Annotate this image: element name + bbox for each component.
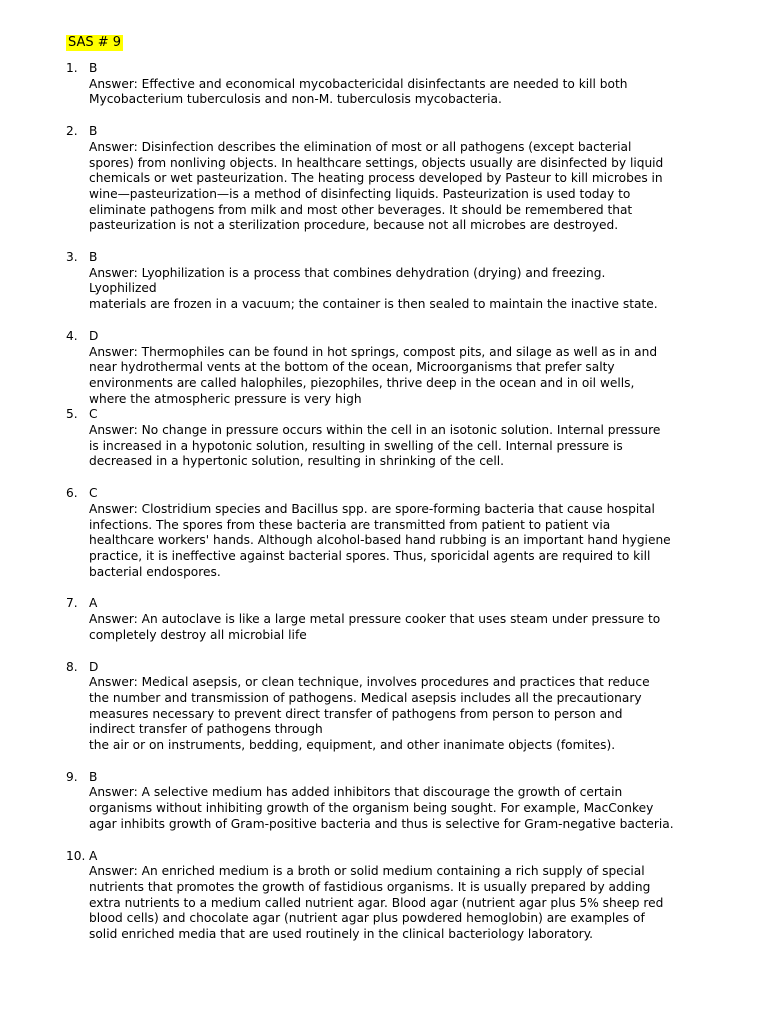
- question-item-9: [66, 770, 726, 833]
- question-number: 10.: [66, 848, 86, 863]
- answer-line: agar inhibits growth of Gram-positive bacteria and thus is selective for Gram-negative bacteria.: [89, 816, 674, 831]
- answer-line: organisms without inhibiting growth of the organism being sought. For example, MacConkey: [89, 801, 654, 816]
- answer-line: wine—pasteurization—is a method of disinfecting liquids. Pasteurization is used today to: [89, 186, 631, 201]
- answer-line: is increased in a hypotonic solution, resulting in swelling of the cell. Internal pressure is: [89, 438, 623, 453]
- question-number: 7.: [66, 596, 78, 611]
- answer-line: spores) from nonliving objects. In healthcare settings, objects usually are disinfected by liquid: [89, 155, 664, 170]
- answer-line: Answer: Thermophiles can be found in hot springs, compost pits, and silage as well as in and: [89, 344, 658, 359]
- answer-line: Answer: An enriched medium is a broth or solid medium containing a rich supply of special: [89, 864, 645, 879]
- answer-letter: C: [89, 407, 98, 422]
- answer-line: Answer: Medical asepsis, or clean technique, involves procedures and practices that reduce: [89, 675, 650, 690]
- answer-explanation: [66, 77, 726, 108]
- answer-line: Answer: Effective and economical mycobactericidal disinfectants are needed to kill both: [89, 76, 628, 91]
- answer-line: the air or on instruments, bedding, equipment, and other inanimate objects (fomites).: [89, 738, 616, 753]
- answer-line: Answer: A selective medium has added inhibitors that discourage the growth of certain: [89, 785, 623, 800]
- answer-line: environments are called halophiles, piezophiles, thrive deep in the ocean and in oil wells,: [89, 375, 635, 390]
- answer-line: extra nutrients to a medium called nutrient agar. Blood agar (nutrient agar plus 5% sheep red: [89, 895, 664, 910]
- answer-line: healthcare workers' hands. Although alcohol-based hand rubbing is an important hand hygiene: [89, 533, 671, 548]
- answer-explanation: [66, 266, 726, 313]
- question-number: 5.: [66, 407, 78, 422]
- answer-line: chemicals or wet pasteurization. The heating process developed by Pasteur to kill microbes in: [89, 171, 663, 186]
- question-number: 1.: [66, 61, 78, 75]
- answer-line: Mycobacterium tuberculosis and non-M. tuberculosis mycobacteria.: [89, 92, 502, 107]
- answer-explanation: [66, 864, 726, 943]
- answer-explanation: [66, 502, 726, 581]
- answer-line: bacterial endospores.: [89, 564, 221, 579]
- question-item-7: [66, 596, 726, 643]
- question-item-8: [66, 660, 726, 754]
- answer-explanation: [66, 140, 726, 234]
- question-item-1: [66, 61, 726, 108]
- answer-line: pasteurization is not a sterilization procedure, because not all microbes are destroyed.: [89, 218, 619, 233]
- answer-line: measures necessary to prevent direct transfer of pathogens from person to person and: [89, 706, 623, 721]
- question-item-10: [66, 849, 726, 943]
- answer-line: solid enriched media that are used routinely in the clinical bacteriology laboratory.: [89, 927, 594, 942]
- answer-letter: B: [89, 124, 98, 139]
- answer-line: materials are frozen in a vacuum; the container is then sealed to maintain the inactive state.: [89, 297, 658, 312]
- answer-line: where the atmospheric pressure is very high: [89, 391, 362, 406]
- answer-line: completely destroy all microbial life: [89, 627, 307, 642]
- question-item-4: [66, 329, 726, 408]
- answer-line: Answer: Clostridium species and Bacillus spp. are spore-forming bacteria that cause hospital: [89, 501, 655, 516]
- answer-explanation: [66, 785, 726, 832]
- answer-letter: B: [89, 250, 98, 265]
- answer-line: the number and transmission of pathogens. Medical asepsis includes all the precautionary: [89, 690, 642, 705]
- answer-line: Answer: No change in pressure occurs within the cell in an isotonic solution. Internal pressure: [89, 423, 661, 438]
- answer-letter: C: [89, 486, 98, 501]
- answer-explanation: [66, 423, 726, 470]
- answer-letter: A: [89, 848, 98, 863]
- question-number: 6.: [66, 486, 78, 501]
- answer-line: Answer: Lyophilization is a process that combines dehydration (drying) and freezing.: [89, 265, 606, 280]
- question-item-6: [66, 486, 726, 580]
- question-number: 4.: [66, 328, 78, 343]
- document-title: SAS # 9: [68, 35, 122, 50]
- question-number: 8.: [66, 659, 78, 674]
- answer-explanation: [66, 675, 726, 754]
- answer-list: [66, 61, 726, 943]
- answer-line: nutrients that promotes the growth of fastidious organisms. It is usually prepared by adding: [89, 879, 651, 894]
- answer-line: eliminate pathogens from milk and most other beverages. It should be remembered that: [89, 202, 633, 217]
- answer-line: decreased in a hypertonic solution, resulting in shrinking of the cell.: [89, 454, 505, 469]
- question-number: 3.: [66, 250, 78, 265]
- answer-line: blood cells) and chocolate agar (nutrient agar plus powdered hemoglobin) are examples of: [89, 911, 645, 926]
- answer-letter: A: [89, 596, 98, 611]
- question-item-3: [66, 250, 726, 313]
- answer-line: Answer: An autoclave is like a large metal pressure cooker that uses steam under pressure to: [89, 612, 661, 627]
- answer-letter: D: [89, 659, 99, 674]
- answer-explanation: [66, 345, 726, 408]
- answer-line: Lyophilized: [89, 281, 157, 296]
- answer-line: indirect transfer of pathogens through: [89, 722, 323, 737]
- answer-letter: B: [89, 769, 98, 784]
- answer-line: Answer: Disinfection describes the elimination of most or all pathogens (except bacterial: [89, 139, 632, 154]
- question-number: 2.: [66, 124, 78, 139]
- answer-letter: D: [89, 328, 99, 343]
- question-item-5: [66, 407, 726, 470]
- answer-explanation: [66, 612, 726, 643]
- answer-line: practice, it is ineffective against bacterial spores. Thus, sporicidal agents are required to kill: [89, 548, 651, 563]
- question-number: 9.: [66, 769, 78, 784]
- answer-letter: B: [89, 61, 98, 75]
- answer-line: infections. The spores from these bacteria are transmitted from patient to patient via: [89, 517, 611, 532]
- question-item-2: [66, 124, 726, 234]
- answer-line: near hydrothermal vents at the bottom of the ocean, Microorganisms that prefer salty: [89, 360, 615, 375]
